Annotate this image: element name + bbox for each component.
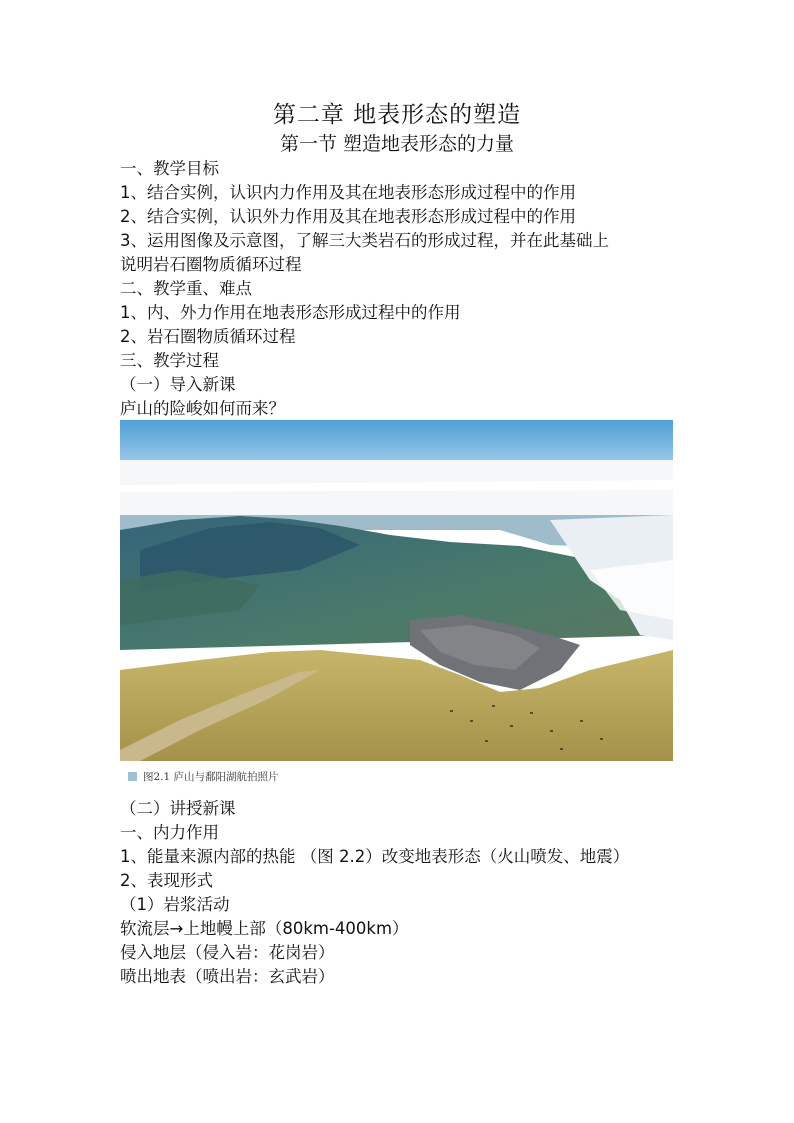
text-line: 2、结合实例，认识外力作用及其在地表形态形成过程中的作用	[120, 207, 576, 226]
text-line: 1、结合实例，认识内力作用及其在地表形态形成过程中的作用	[120, 183, 576, 202]
text-line: （1）岩浆活动	[120, 895, 230, 914]
text-line: 2、表现形式	[120, 871, 213, 890]
figure-caption	[128, 769, 279, 784]
text-line: 1、内、外力作用在地表形态形成过程中的作用	[120, 303, 461, 322]
text-line: 3、运用图像及示意图，了解三大类岩石的形成过程，并在此基础上	[120, 231, 609, 250]
text-line: 侵入地层（侵入岩：花岗岩）	[120, 943, 335, 962]
text-line: 庐山的险峻如何而来？	[120, 399, 285, 418]
text-line: 一、内力作用	[120, 823, 219, 842]
aerial-photo-lushan-poyang	[120, 420, 673, 761]
text-line: 喷出地表（喷出岩：玄武岩）	[120, 967, 335, 986]
text-line: 说明岩石圈物质循环过程	[120, 255, 302, 274]
text-line: 二、教学重、难点	[120, 279, 252, 298]
text-line: 2、岩石圈物质循环过程	[120, 327, 296, 346]
text-line: （二）讲授新课	[120, 799, 236, 818]
chapter-title: 第二章 地表形态的塑造	[272, 102, 522, 128]
figure-caption-text: 图2.1 庐山与鄱阳湖航拍照片	[143, 771, 279, 783]
text-line: 一、教学目标	[120, 159, 219, 178]
section-title: 第一节 塑造地表形态的力量	[279, 133, 515, 155]
text-line: 三、教学过程	[120, 351, 219, 370]
text-line: 软流层→上地幔上部（80km-400km）	[120, 919, 409, 938]
text-line: 1、能量来源内部的热能 （图 2.2）改变地表形态（火山喷发、地震）	[120, 847, 630, 866]
text-line: （一）导入新课	[120, 375, 236, 394]
caption-marker-icon	[128, 772, 137, 781]
